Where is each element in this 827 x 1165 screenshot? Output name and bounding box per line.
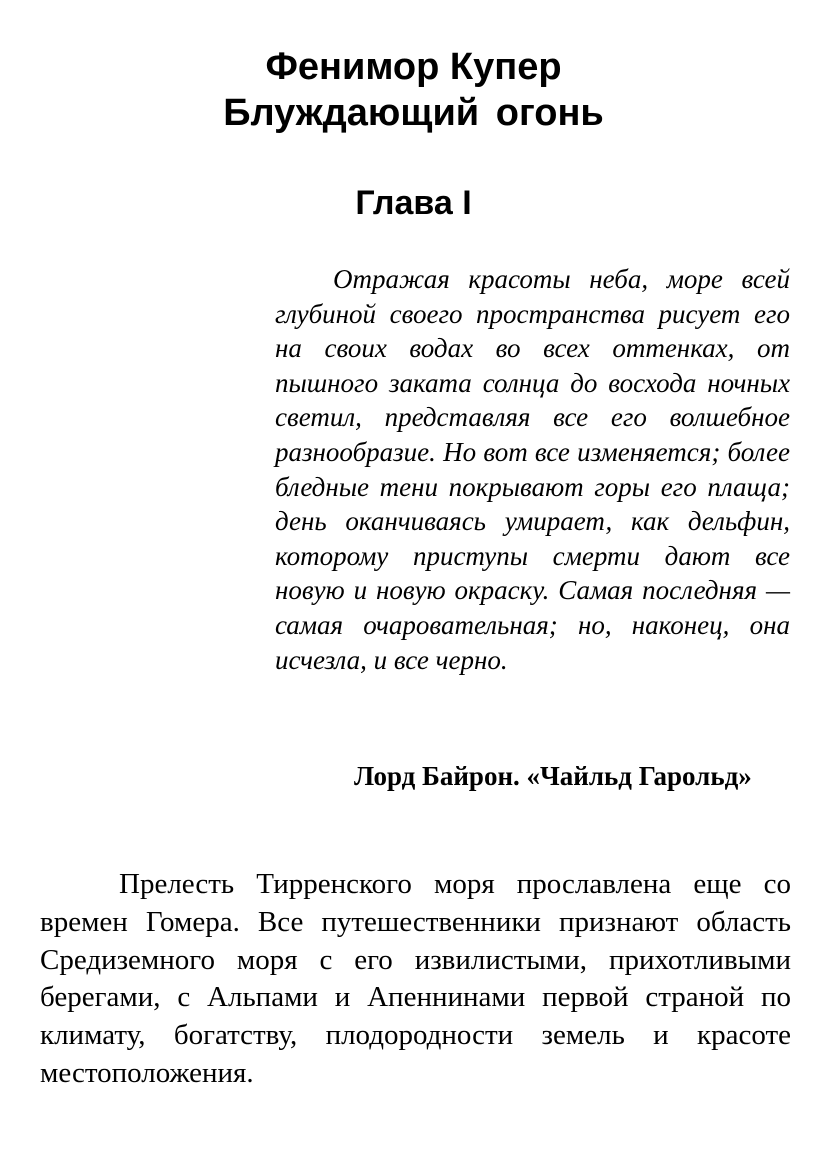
book-header — [0, 44, 827, 136]
book-title: Блуждающий огонь — [223, 92, 604, 134]
body-paragraph: Прелесть Тирренского моря прославлена еще со времен Гомера. Все путешественники признают область Средиземного моря с его извилистыми, прихотливыми берегами, с Альпами и Апеннинами первой страной по климату, богатству, плодородности земель и красоте местоположения. — [40, 868, 791, 1089]
epigraph-text: Отражая красоты неба, море всей глубиной своего пространства рисует его на своих водах во всех оттенках, от пышного заката солнца до восхода ночных светил, представляя все его волшебное разнообразие. Но вот все изменяется; более бледные тени покрывают горы его плаща; день оканчиваясь умирает, как дельфин, которому приступы смерти дают все новую и новую окраску. Самая последняя — самая очаровательная; но, наконец, она исчезла, и все черно. — [275, 264, 790, 675]
epigraph-attribution: Лорд Байрон. «Чайльд Гарольд» — [354, 761, 752, 791]
chapter-heading: Глава I — [355, 184, 472, 222]
author-name: Фенимор Купер — [265, 46, 562, 88]
